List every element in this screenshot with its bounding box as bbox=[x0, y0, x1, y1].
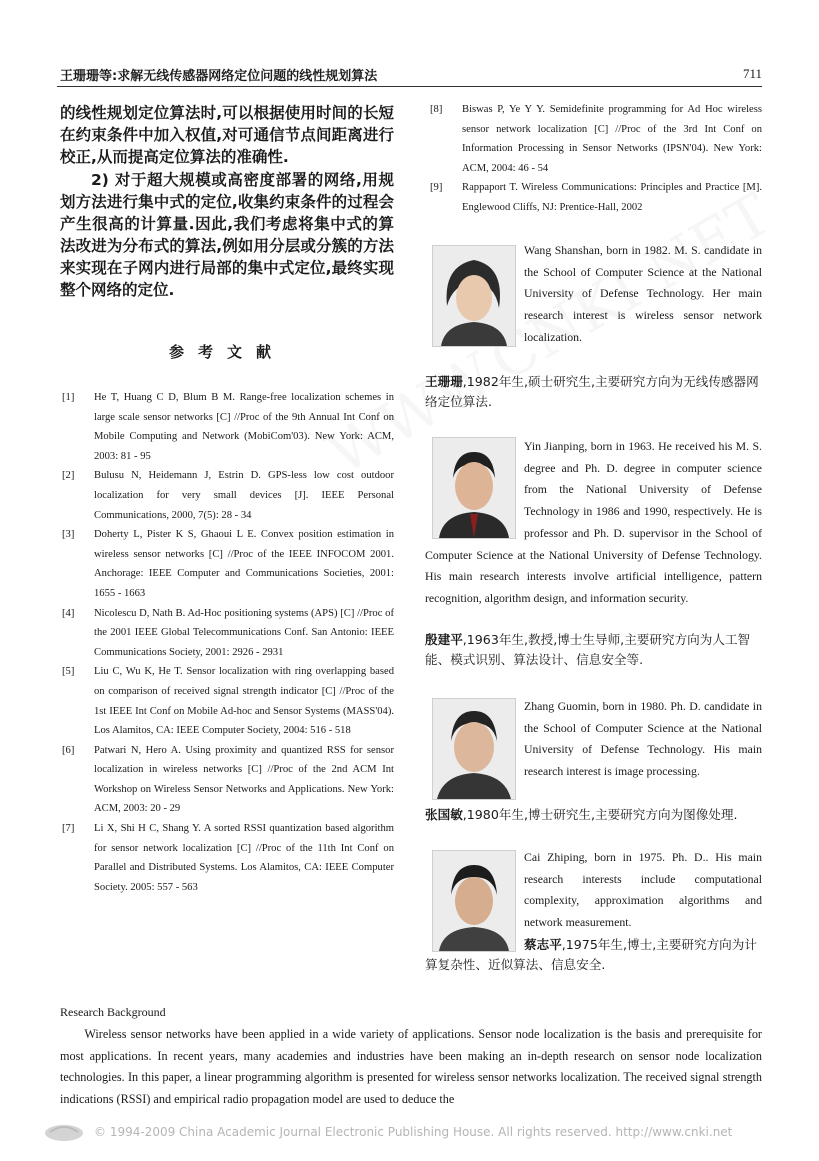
author-bio-cn: 殷建平,1963年生,教授,博士生导师,主要研究方向为人工智能、模式识别、算法设计、信息安全等. bbox=[425, 632, 751, 667]
reference-item: [7] Li X, Shi H C, Shang Y. A sorted RSSI quantization based algorithm for sensor network localization [C] //Proc of the 11th Int Conf on Parallel and Distributed Systems. Los Alamitos, CA: IEEE Computer Society. 2005: 557 - 563 bbox=[62, 823, 394, 893]
page-number: 711 bbox=[742, 66, 762, 81]
conclusion-text bbox=[60, 102, 394, 301]
author-bio-cn: 蔡志平,1975年生,博士,主要研究方向为计算复杂性、近似算法、信息安全. bbox=[425, 937, 757, 972]
reference-item: [4] Nicolescu D, Nath B. Ad-Hoc positioning systems (APS) [C] //Proc of the 2001 IEEE Global Telecommunications Conf. San Antonio: IEEE Communications Society, 2001: 2926 - 2931 bbox=[62, 607, 394, 658]
cnki-logo-icon bbox=[44, 1120, 84, 1142]
reference-item: [1] He T, Huang C D, Blum B M. Range-free localization schemes in large scale sensor networks [C] //Proc of the 9th Annual Int Conf on Mobile Computing and Network (MobiCom'03). New York: ACM, 2003: 81 - 95 bbox=[62, 392, 394, 462]
author-bio-en: Zhang Guomin, born in 1980. Ph. D. candidate in the School of Computer Science at the National University of Defense Technology. His main research interest is image processing. bbox=[524, 699, 762, 779]
reference-item: [2] Bulusu N, Heidemann J, Estrin D. GPS-less low cost outdoor localization for very small devices [J]. IEEE Personal Communications, 2000, 7(5): 28 - 34 bbox=[62, 470, 394, 521]
copyright-notice: © 1994-2009 China Academic Journal Electronic Publishing House. All rights reserved. http://www.cnki.net bbox=[94, 1125, 733, 1139]
research-background-text: Wireless sensor networks have been applied in a wide variety of applications. Sensor node localization is the basis and prerequisite for most applications. In recent years, many academies and industries have been making an in-depth research on sensor node localization technologies. In this paper, a linear programming algorithm is presented for wireless sensor networks localization. The received signal strength indications (RSSI) and empirical radio propagation model are used to deduce the bbox=[60, 1027, 762, 1107]
author-bio-en: Yin Jianping, born in 1963. He received his M. S. degree and Ph. D. degree in computer science from the National University of Defense Technology in 1986 and 1990, respectively. He is professor and Ph. D. supervisor in the School of Computer Science at the National University of Defense Technology. His main research interests involve artificial intelligence, pattern recognition, algorithm design, and information security. bbox=[425, 439, 762, 605]
author-bio-cn: 张国敏,1980年生,博士研究生,主要研究方向为图像处理. bbox=[425, 807, 738, 822]
conclusion-paragraph-1: 的线性规划定位算法时,可以根据使用时间的长短在约束条件中加入权值,对可通信节点间距离进行校正,从而提高定位算法的准确性. bbox=[60, 104, 394, 166]
author-bio-en: Cai Zhiping, born in 1975. Ph. D.. His main research interests include computational complexity, approximation algorithms and network measurement. bbox=[524, 850, 762, 930]
reference-item: [5] Liu C, Wu K, He T. Sensor localization with ring overlapping based on comparison of received signal strength indicator [C] //Proc of the 1st IEEE Int Conf on Mobile Ad-hoc and Sensor Systems (MASS'04). Los Alamitos, CA: IEEE Computer Society, 2004: 516 - 518 bbox=[62, 666, 394, 737]
header-rule bbox=[57, 86, 762, 87]
references-list-left bbox=[62, 388, 394, 897]
conclusion-paragraph-2: 2) 对于超大规模或高密度部署的网络,用规划方法进行集中式的定位,收集约束条件的过程会产生很高的计算量.因此,我们考虑将集中式的算法改进为分布式的算法,例如用分层或分簇的方法来实现在子网内进行局部的集中式定位,最终实现整个网络的定位. bbox=[60, 171, 394, 299]
reference-item: [8] Biswas P, Ye Y Y. Semidefinite programming for Ad Hoc wireless sensor network localization [C] //Proc of the 3rd Int Conf on Information Processing in Sensor Networks (IPSN'04). New York: ACM, 2004: 46 - 54 bbox=[430, 104, 762, 174]
footer bbox=[44, 1118, 774, 1148]
references-heading: 参考文献 bbox=[168, 343, 285, 361]
running-header-title: 王珊珊等:求解无线传感器网络定位问题的线性规划算法 bbox=[60, 69, 378, 84]
reference-item: [3] Doherty L, Pister K S, Ghaoui L E. Convex position estimation in wireless sensor networks [C] //Proc of the IEEE INFOCOM 2001. Anchorage: IEEE Computer and Communications Societies, 2001: 1655 - 1663 bbox=[62, 529, 394, 599]
reference-item: [6] Patwari N, Hero A. Using proximity and quantized RSS for sensor localization in wireless networks [C] //Proc of the 2nd ACM Int Workshop on Wireless Sensor Networks and Applications. New York: ACM, 2003: 20 - 29 bbox=[62, 744, 394, 815]
references-list-right bbox=[430, 100, 762, 218]
reference-item: [9] Rappaport T. Wireless Communications: Principles and Practice [M]. Englewood Cliffs, NJ: Prentice-Hall, 2002 bbox=[430, 182, 762, 213]
research-background-title: Research Background bbox=[60, 1005, 166, 1019]
author-bio-cn: 王珊珊,1982年生,硕士研究生,主要研究方向为无线传感器网络定位算法. bbox=[425, 374, 759, 409]
author-bio-en: Wang Shanshan, born in 1982. M. S. candidate in the School of Computer Science at the National University of Defense Technology. Her main research interest is wireless sensor network localization. bbox=[524, 243, 762, 344]
